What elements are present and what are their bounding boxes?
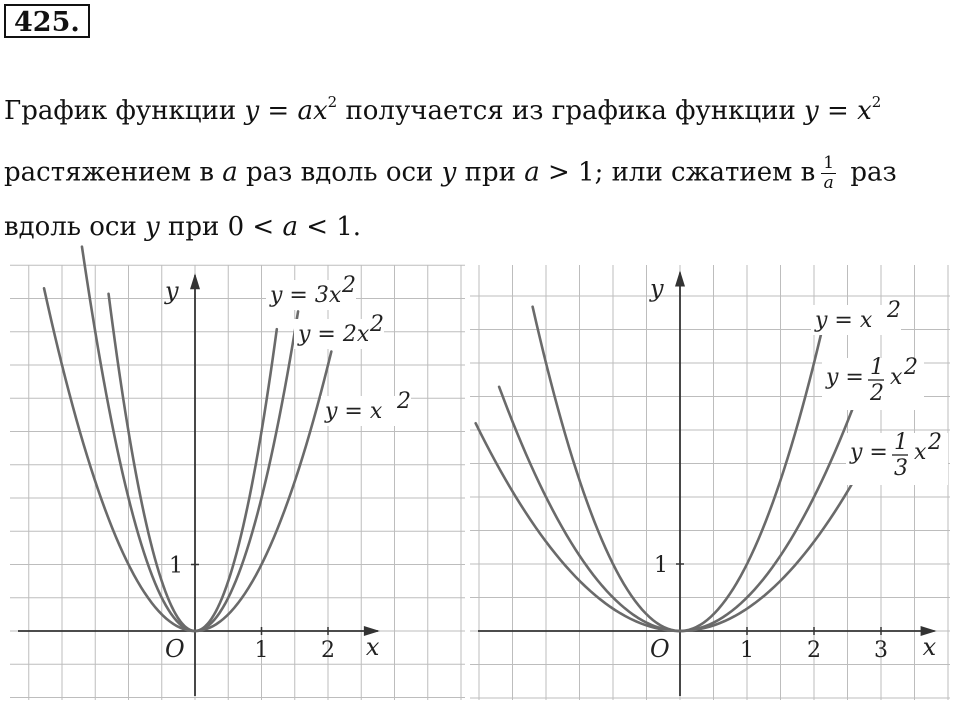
math-var: y: [145, 212, 160, 242]
math-var: a: [282, 212, 298, 242]
math-var: x: [857, 96, 872, 126]
x-tick-label: 1: [254, 638, 269, 663]
x-tick-label: 2: [321, 638, 335, 663]
x-axis-label: x: [365, 633, 380, 661]
chart-right: [470, 0, 950, 701]
curve-label-text: y = x: [815, 308, 873, 333]
task-number: 425.: [4, 4, 90, 38]
x-tick-label: 2: [807, 638, 821, 663]
text-fragment: =: [818, 96, 858, 126]
text-fragment: получается из графика функции: [337, 96, 805, 126]
text-fragment: > 1; или сжатием в: [539, 157, 816, 188]
series-line: [499, 387, 857, 631]
curve-label: [266, 273, 356, 310]
curve-label: [294, 312, 384, 349]
curve-label-fraction-den: 2: [870, 381, 884, 406]
curve-label-text: y = x: [325, 399, 383, 424]
y-axis-label: y: [650, 274, 664, 303]
curve-label-exponent: 2: [370, 312, 384, 337]
fraction-denominator: a: [823, 173, 834, 193]
curve-label: [321, 389, 411, 426]
curve-label-text: x: [914, 440, 927, 465]
curve-label-text: x: [890, 365, 903, 390]
math-exponent: 2: [871, 93, 882, 111]
chart-left: [0, 0, 475, 701]
curve-label-text: y =: [850, 440, 888, 465]
text-fragment: растяжением в: [4, 157, 223, 188]
text-fragment: График функции: [4, 96, 245, 126]
curve-label-fraction-den: 3: [894, 456, 908, 481]
math-var: a: [222, 157, 238, 188]
y-tick-label: 1: [654, 553, 668, 578]
text-fragment: < 1.: [297, 212, 362, 242]
curve-label-exponent: 2: [904, 355, 918, 380]
curve-label: [811, 298, 901, 335]
curve-label-exponent: 2: [342, 273, 356, 298]
text-fragment: при 0 <: [159, 212, 283, 242]
fraction-numerator: 1: [823, 153, 835, 173]
origin-label: O: [165, 635, 185, 663]
curve-label-text: y =: [826, 365, 864, 390]
math-var: y: [244, 96, 260, 126]
y-axis-arrow: [190, 273, 200, 289]
curve-label-exponent: 2: [397, 389, 411, 414]
origin-label: O: [650, 635, 670, 663]
curve-label-text: y = 3x: [270, 283, 342, 308]
curve-label: [846, 430, 948, 485]
curve-label-fraction-num: 1: [894, 430, 908, 455]
text-fragment: раз: [842, 157, 897, 188]
math-var: a: [524, 157, 540, 188]
math-var: y: [804, 96, 819, 126]
grid: [10, 265, 465, 700]
math-var: y: [441, 157, 457, 188]
x-tick-label: 3: [874, 638, 888, 663]
text-fragment: вдоль оси: [4, 212, 146, 242]
text-fragment: =: [259, 96, 298, 126]
curve-label-text: y = 2x: [298, 322, 370, 347]
math-var: ax: [297, 96, 328, 126]
x-axis-label: x: [922, 633, 937, 661]
math-exponent: 2: [327, 93, 338, 111]
y-axis-label: y: [165, 277, 179, 306]
y-axis-arrow: [675, 271, 685, 287]
series-line: [476, 423, 875, 631]
curve-label-exponent: 2: [887, 298, 901, 323]
curve-label-fraction-num: 1: [870, 355, 884, 380]
curve-label-exponent: 2: [928, 430, 942, 455]
text-fragment: раз вдоль оси: [237, 157, 442, 188]
series-line: [44, 288, 331, 631]
x-tick-label: 1: [740, 638, 754, 663]
y-tick-label: 1: [169, 553, 183, 579]
series-line: [82, 247, 298, 631]
curve-label: [822, 355, 924, 410]
text-fragment: при: [456, 157, 525, 188]
